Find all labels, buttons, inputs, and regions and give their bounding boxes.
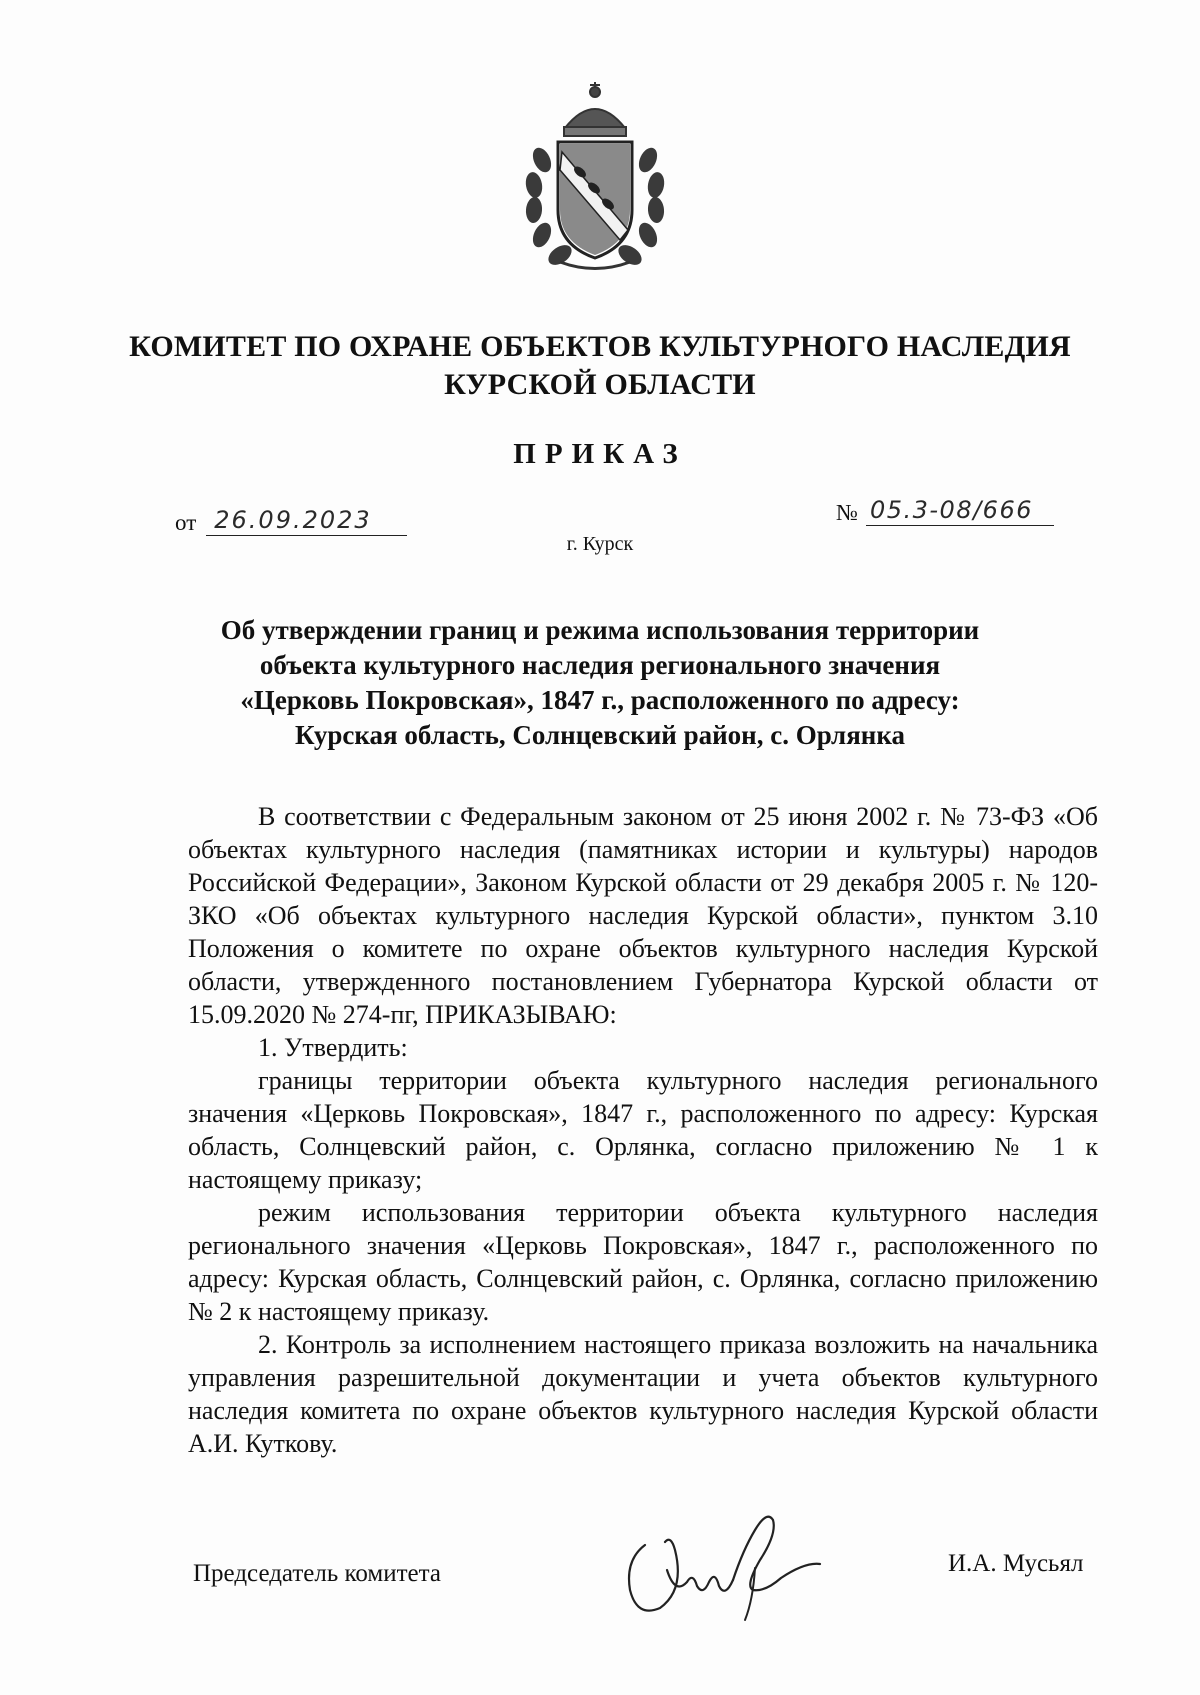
document-body bbox=[188, 800, 1098, 1460]
organization-name bbox=[100, 328, 1100, 404]
signatory-name: И.А. Мусьял bbox=[948, 1550, 1084, 1577]
coat-of-arms-icon bbox=[520, 80, 670, 275]
item1-boundaries: границы территории объекта культурного наследия регионального значения «Церковь Покровская», 1847 г., расположенного по адресу: Курская область, Солнцевский район, с. Орлянка, согласно приложению № 1 к настоящему приказу; bbox=[188, 1066, 1098, 1194]
item2-control: 2. Контроль за исполнением настоящего приказа возложить на начальника управления разрешительной документации и учета объектов культурного наследия комитета по охране объектов культурного наследия Курской области А.И. Куткову. bbox=[188, 1330, 1098, 1458]
item1-heading: 1. Утвердить: bbox=[258, 1033, 408, 1062]
document-title bbox=[150, 613, 1050, 753]
date-prefix: от bbox=[175, 510, 197, 535]
document-number bbox=[836, 496, 1054, 526]
handwritten-signature-icon bbox=[605, 1490, 855, 1630]
number-prefix: № bbox=[836, 500, 858, 525]
organization-name-line2: КУРСКОЙ ОБЛАСТИ bbox=[444, 368, 756, 401]
number-value: 05.3-08/666 bbox=[866, 496, 1054, 526]
title-line4: Курская область, Солнцевский район, с. Орлянка bbox=[294, 720, 906, 750]
signatory-role: Председатель комитета bbox=[193, 1560, 441, 1587]
document-date bbox=[175, 506, 407, 536]
item1-usage-regime: режим использования территории объекта культурного наследия регионального значения «Церковь Покровская», 1847 г., расположенного по адресу: Курская область, Солнцевский район, с. Орлянка, согласно приложению № 2 к настоящему приказу. bbox=[188, 1198, 1098, 1326]
title-line2: объекта культурного наследия регионального значения bbox=[259, 650, 941, 680]
document-type: ПРИКАЗ bbox=[513, 438, 687, 470]
title-line3: «Церковь Покровская», 1847 г., расположенного по адресу: bbox=[240, 685, 960, 715]
preamble-paragraph: В соответствии с Федеральным законом от 25 июня 2002 г. № 73-ФЗ «Об объектах культурного наследия (памятниках истории и культуры) народов Российской Федерации», Законом Курской области от 29 декабря 2005 г. № 120-ЗКО «Об объектах культурного наследия Курской области», пунктом 3.10 Положения о комитете по охране объектов культурного наследия Курской области, утвержденного постановлением Губернатора Курской области от 15.09.2020 № 274-пг, ПРИКАЗЫВАЮ: bbox=[188, 802, 1098, 1029]
document-city: г. Курск bbox=[566, 533, 634, 555]
date-value: 26.09.2023 bbox=[206, 506, 407, 536]
title-line1: Об утверждении границ и режима использования территории bbox=[220, 615, 980, 645]
organization-name-line1: КОМИТЕТ ПО ОХРАНЕ ОБЪЕКТОВ КУЛЬТУРНОГО НАСЛЕДИЯ bbox=[129, 330, 1071, 363]
